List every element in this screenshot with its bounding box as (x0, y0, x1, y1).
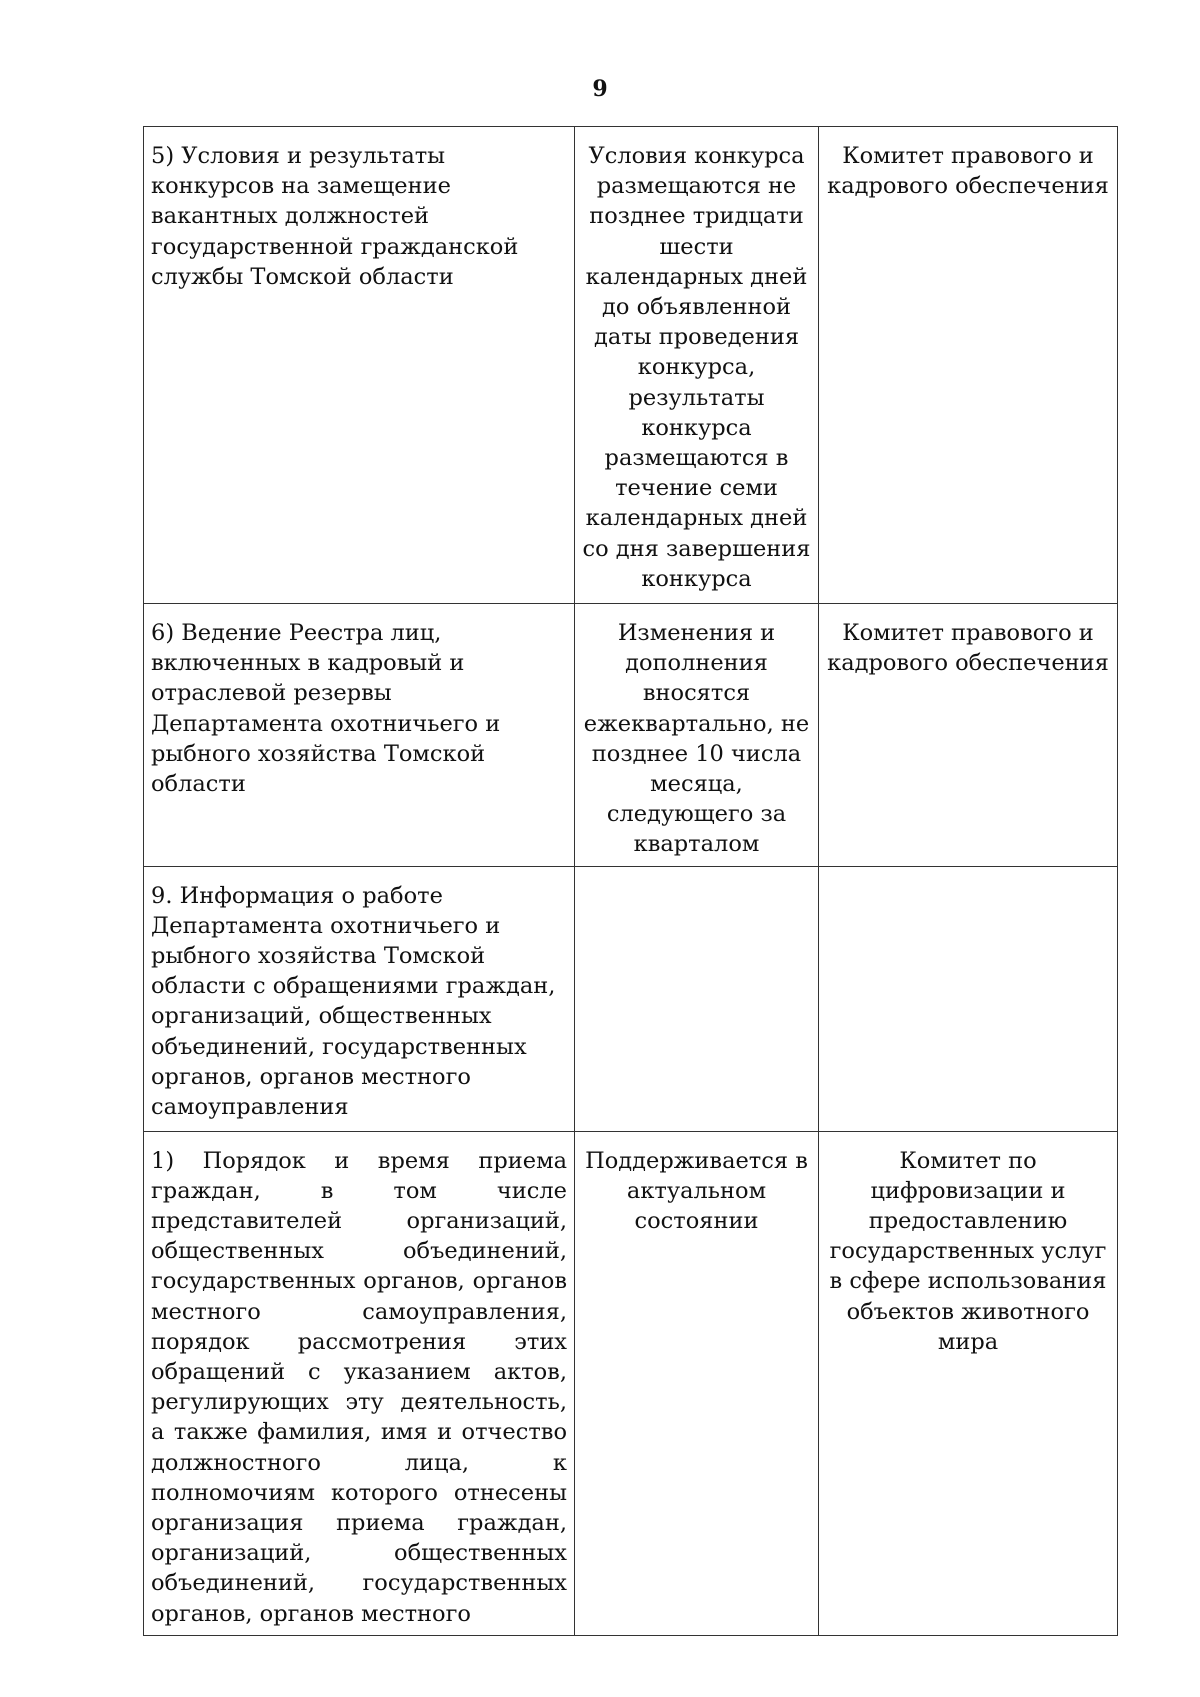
deadline-cell: Изменения и дополнения вносятся ежеквартально, не позднее 10 числа месяца, следующего за кварталом (575, 604, 819, 867)
table-row (144, 604, 1118, 867)
section-row (144, 866, 1118, 1131)
page-number: 9 (592, 76, 608, 102)
table-row (144, 127, 1118, 604)
deadline-cell (575, 866, 819, 1131)
responsible-cell: Комитет правового и кадрового обеспечения (819, 604, 1118, 867)
responsible-cell: Комитет по цифровизации и предоставлению государственных услуг в сфере использования объектов животного мира (819, 1131, 1118, 1635)
responsible-cell: Комитет правового и кадрового обеспечения (819, 127, 1118, 604)
responsible-cell (819, 866, 1118, 1131)
section-heading-cell: 9. Информация о работе Департамента охотничьего и рыбного хозяйства Томской области с обращениями граждан, организаций, общественных объединений, государственных органов, органов местного самоуправления (144, 866, 575, 1131)
topic-cell: 5) Условия и результаты конкурсов на замещение вакантных должностей государственной гражданской службы Томской области (144, 127, 575, 604)
deadline-cell: Поддерживается в актуальном состоянии (575, 1131, 819, 1635)
topic-cell: 1) Порядок и время приема граждан, в том числе представителей организаций, общественных объединений, государственных органов, органов местного самоуправления, порядок рассмотрения этих обращений с указанием актов, регулирующих эту деятельность, а также фамилия, имя и отчество должностного лица, к полномочиям которого отнесены организация приема граждан, организаций, общественных объединений, государственных органов, органов местного (144, 1131, 575, 1635)
information-table (143, 126, 1118, 1636)
deadline-cell: Условия конкурса размещаются не позднее тридцати шести календарных дней до объявленной даты проведения конкурса, результаты конкурса размещаются в течение семи календарных дней со дня завершения конкурса (575, 127, 819, 604)
topic-cell: 6) Ведение Реестра лиц, включенных в кадровый и отраслевой резервы Департамента охотничьего и рыбного хозяйства Томской области (144, 604, 575, 867)
table-row (144, 1131, 1118, 1635)
